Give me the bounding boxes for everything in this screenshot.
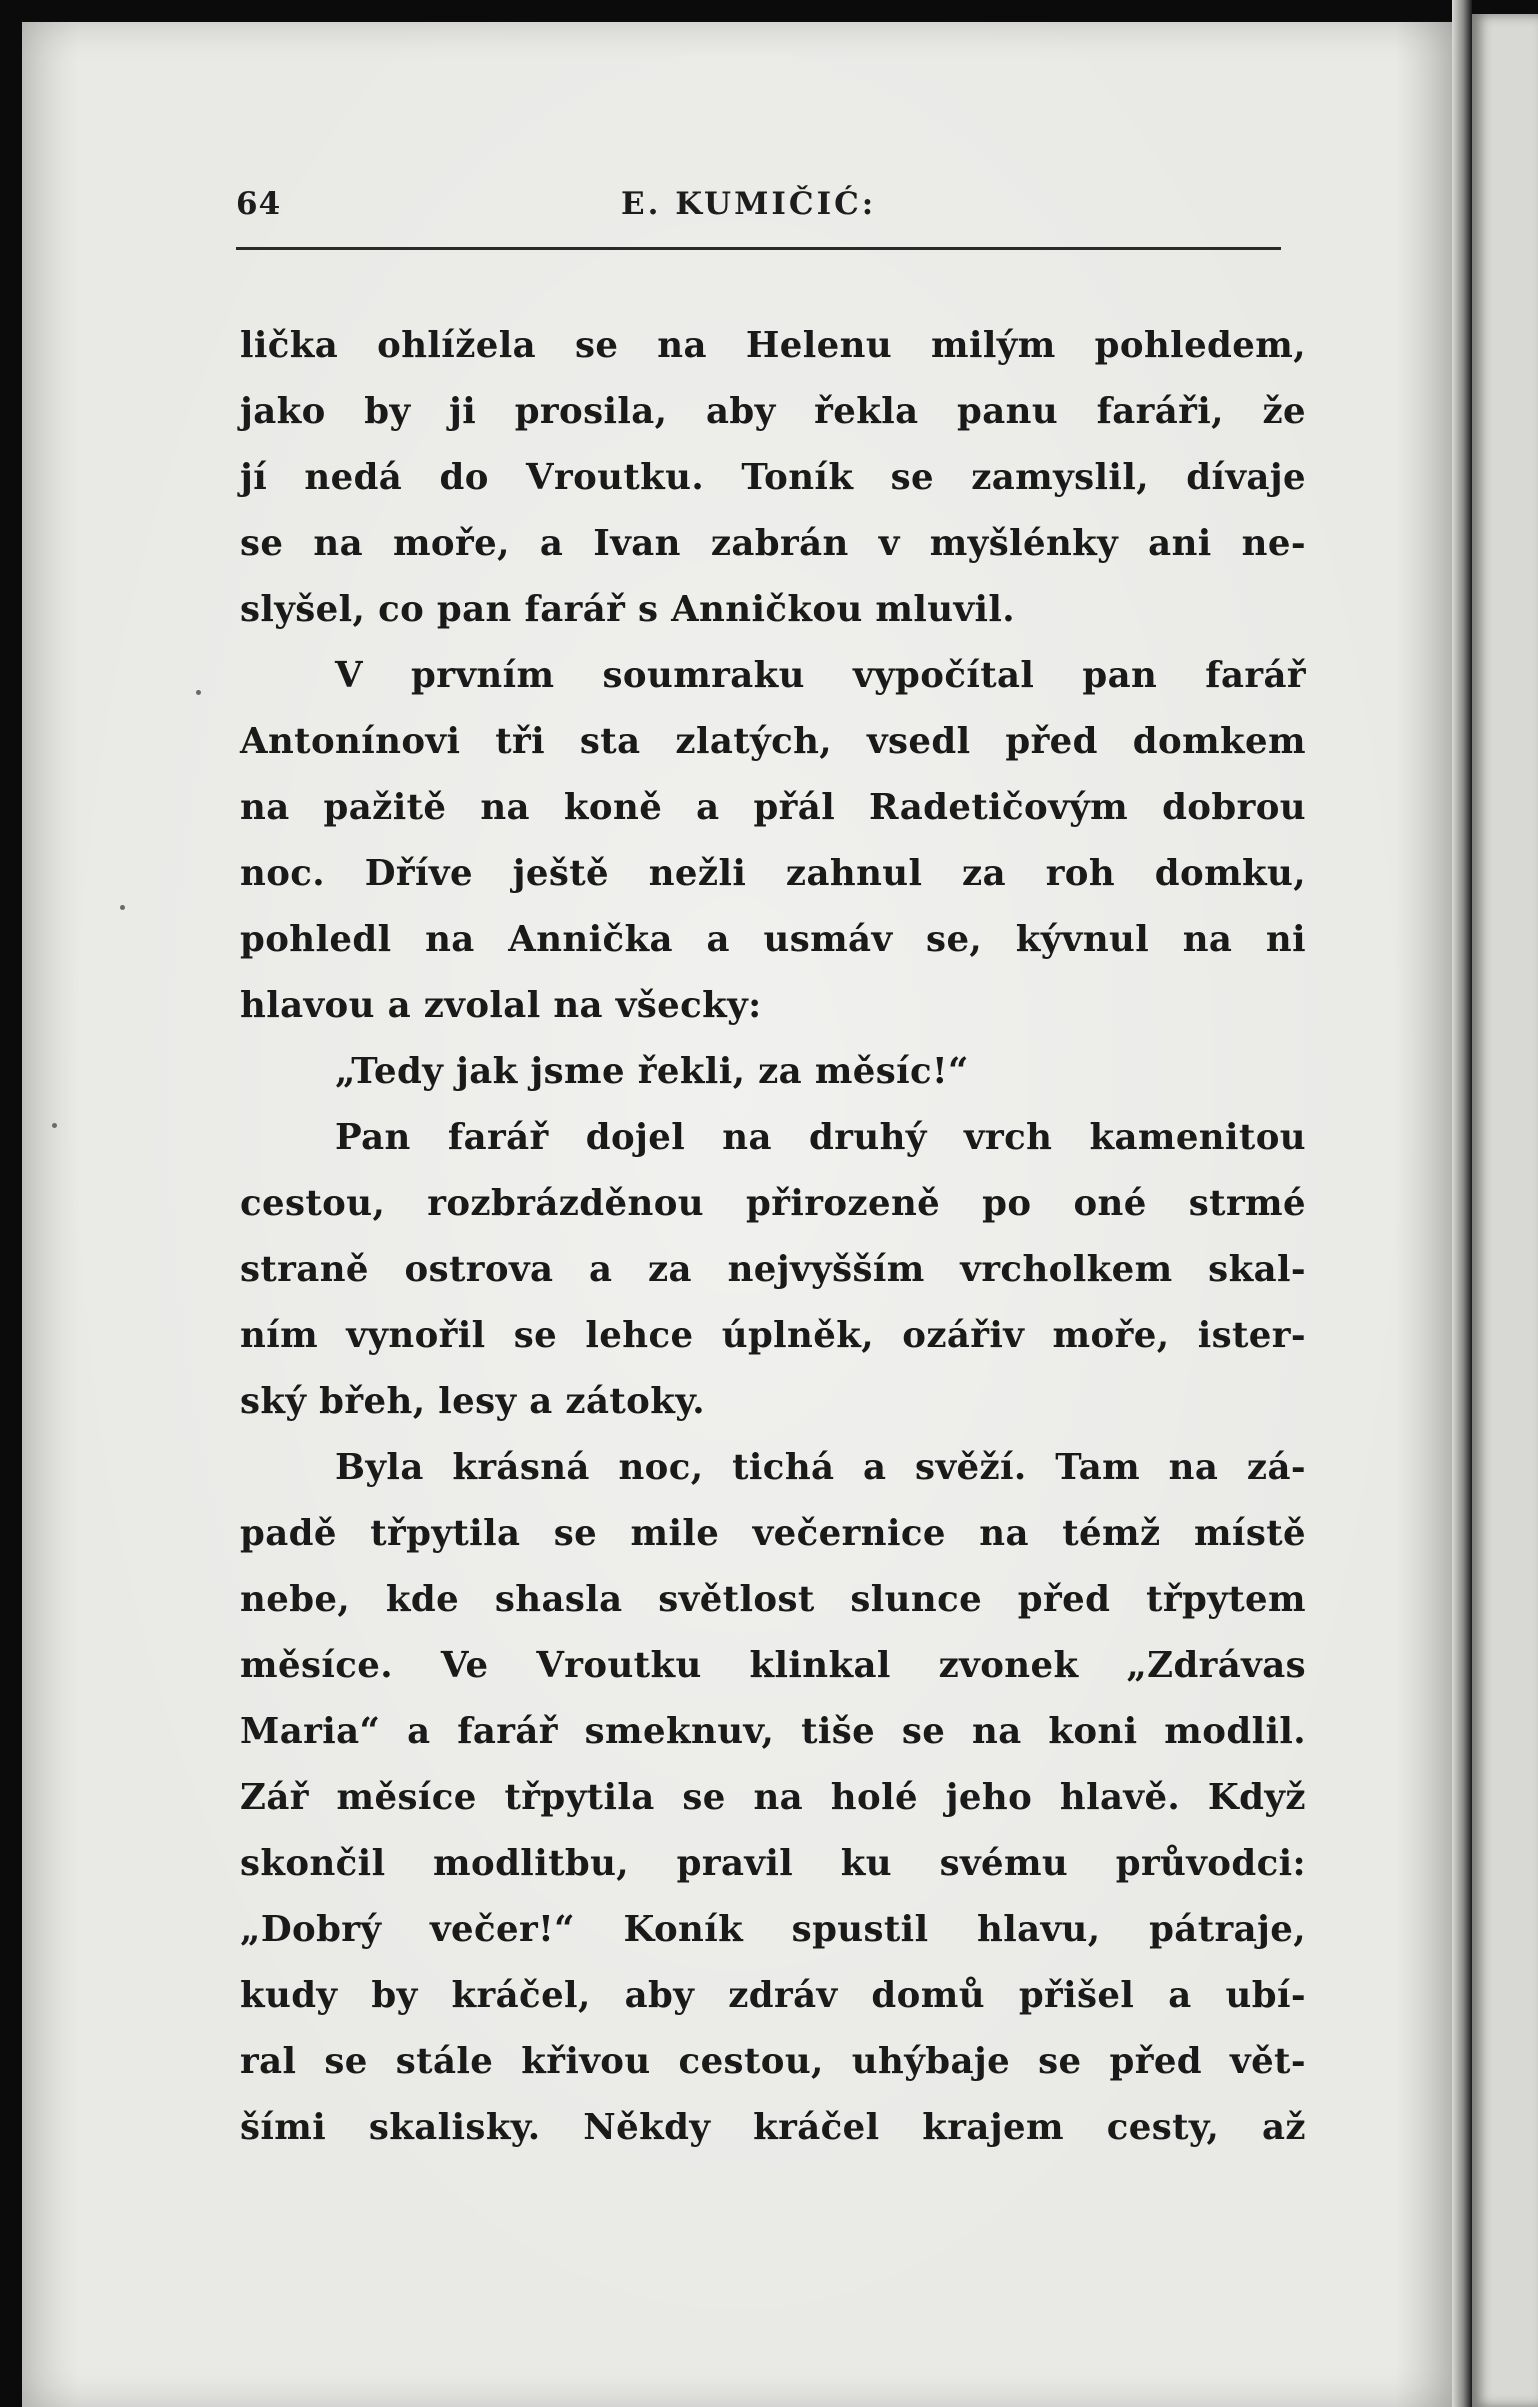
text-line: „Dobrý večer!“ Koník spustil hlavu, pátraje, — [240, 1909, 1306, 1950]
header-rule — [236, 247, 1281, 250]
text-line: šími skalisky. Někdy kráčel krajem cesty, až — [240, 2107, 1306, 2148]
text-line: „Tedy jak jsme řekli, za měsíc!“ — [335, 1051, 969, 1092]
page-number: 64 — [236, 186, 282, 222]
text-line: pohledl na Annička a usmáv se, kývnul na ni — [240, 919, 1306, 960]
text-line: jako by ji prosila, aby řekla panu faráři, že — [240, 391, 1306, 432]
text-line: cestou, rozbrázděnou přirozeně po oné strmé — [240, 1183, 1306, 1224]
text-line: hlavou a zvolal na všecky: — [240, 985, 762, 1026]
header-title: E. KUMIČIĆ: — [621, 186, 877, 222]
paper-speck — [52, 1123, 57, 1128]
text-line: Antonínovi tři sta zlatých, vsedl před domkem — [240, 721, 1306, 762]
text-line: jí nedá do Vroutku. Toník se zamyslil, dívaje — [240, 457, 1306, 498]
body-text — [240, 313, 1306, 2161]
text-line: kudy by kráčel, aby zdráv domů přišel a ubí- — [240, 1975, 1306, 2016]
text-line: Pan farář dojel na druhý vrch kamenitou — [335, 1117, 1306, 1158]
text-line: ral se stále křivou cestou, uhýbaje se před vět- — [240, 2041, 1306, 2082]
text-line: Zář měsíce třpytila se na holé jeho hlavě. Když — [240, 1777, 1306, 1818]
text-line: na pažitě na koně a přál Radetičovým dobrou — [240, 787, 1306, 828]
text-line: ský břeh, lesy a zátoky. — [240, 1381, 705, 1422]
text-line: se na moře, a Ivan zabrán v myšlénky ani ne- — [240, 523, 1306, 564]
text-line: nebe, kde shasla světlost slunce před třpytem — [240, 1579, 1306, 1620]
text-line: slyšel, co pan farář s Anničkou mluvil. — [240, 589, 1016, 630]
page-fold-edge — [1452, 0, 1472, 2407]
text-line: skončil modlitbu, pravil ku svému průvodci: — [240, 1843, 1306, 1884]
adjacent-page-edge — [1472, 14, 1538, 2407]
text-line: straně ostrova a za nejvyšším vrcholkem skal- — [240, 1249, 1306, 1290]
text-line: V prvním soumraku vypočítal pan farář — [335, 655, 1306, 696]
paper-speck — [196, 690, 201, 695]
text-line: ním vynořil se lehce úplněk, ozářiv moře, ister- — [240, 1315, 1306, 1356]
text-line: Byla krásná noc, tichá a svěží. Tam na zá- — [335, 1447, 1306, 1488]
running-header — [236, 186, 1281, 236]
text-line: měsíce. Ve Vroutku klinkal zvonek „Zdrávas — [240, 1645, 1306, 1686]
text-line: padě třpytila se mile večernice na témž místě — [240, 1513, 1306, 1554]
paper-speck — [120, 905, 125, 910]
text-line: Maria“ a farář smeknuv, tiše se na koni modlil. — [240, 1711, 1306, 1752]
text-line: noc. Dříve ještě nežli zahnul za roh domku, — [240, 853, 1306, 894]
text-line: lička ohlížela se na Helenu milým pohledem, — [240, 325, 1306, 366]
